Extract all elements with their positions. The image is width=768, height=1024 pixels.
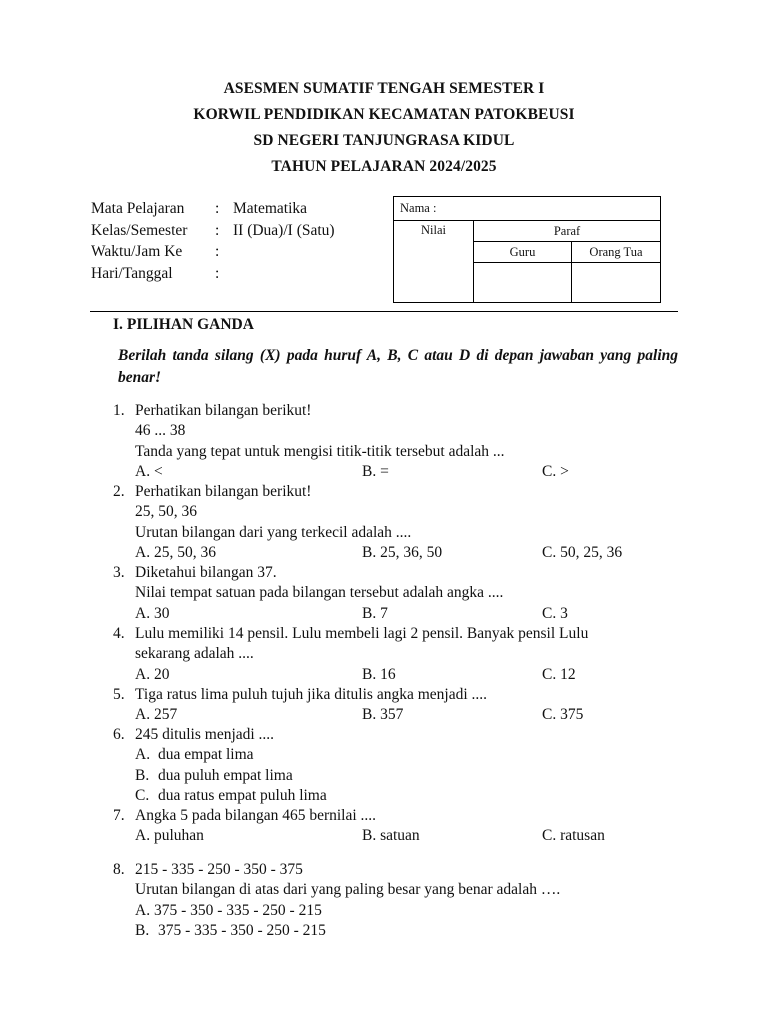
score-box bbox=[393, 196, 661, 303]
section-heading: I. PILIHAN GANDA bbox=[113, 316, 254, 333]
exam-header bbox=[0, 76, 768, 180]
exam-info bbox=[91, 198, 335, 284]
option-c[interactable]: C. 375 bbox=[542, 706, 584, 724]
option-b[interactable]: B. 7 bbox=[362, 604, 388, 622]
ortu-signature-field[interactable] bbox=[572, 263, 661, 303]
header-year: TAHUN PELAJARAN 2024/2025 bbox=[271, 158, 497, 175]
option-c[interactable]: C. > bbox=[542, 462, 569, 480]
guru-signature-field[interactable] bbox=[474, 263, 572, 303]
option-a[interactable]: A. puluhan bbox=[135, 827, 204, 845]
header-district: KORWIL PENDIDIKAN KECAMATAN PATOKBEUSI bbox=[193, 106, 575, 123]
divider-line bbox=[90, 311, 678, 312]
name-field[interactable]: Nama : bbox=[394, 197, 661, 221]
option-a[interactable]: A. < bbox=[135, 462, 163, 480]
option-a[interactable]: A. 20 bbox=[135, 665, 170, 683]
paraf-header: Paraf bbox=[474, 221, 661, 242]
option-c[interactable]: C. 50, 25, 36 bbox=[542, 543, 623, 561]
option-a[interactable]: A. 257 bbox=[135, 706, 178, 724]
info-row-date: Hari/Tanggal : bbox=[91, 264, 220, 282]
option-c[interactable]: C. 3 bbox=[542, 604, 568, 622]
option-b[interactable]: B. 357 bbox=[362, 706, 404, 724]
ortu-header: Orang Tua bbox=[572, 242, 661, 263]
nilai-cell[interactable]: Nilai bbox=[394, 221, 474, 303]
option-a[interactable]: A. 30 bbox=[135, 604, 170, 622]
section-instruction: Berilah tanda silang (X) pada huruf A, B, C atau D di depan jawaban yang paling benar! bbox=[118, 347, 678, 386]
class-value: II (Dua)/I (Satu) bbox=[233, 221, 335, 239]
header-title: ASESMEN SUMATIF TENGAH SEMESTER I bbox=[223, 80, 545, 97]
info-row-subject: Mata Pelajaran : Matematika bbox=[91, 200, 308, 217]
option-b[interactable]: B. = bbox=[362, 462, 389, 480]
subject-value: Matematika bbox=[233, 200, 308, 217]
option-b[interactable]: B. 16 bbox=[362, 665, 396, 683]
option-c[interactable]: C. 12 bbox=[542, 665, 576, 683]
option-b[interactable]: B. satuan bbox=[362, 827, 420, 845]
option-c[interactable]: C. ratusan bbox=[542, 827, 605, 845]
guru-header: Guru bbox=[474, 242, 572, 263]
info-row-class: Kelas/Semester : II (Dua)/I (Satu) bbox=[91, 221, 335, 239]
info-row-time: Waktu/Jam Ke : bbox=[91, 243, 220, 260]
header-school: SD NEGERI TANJUNGRASA KIDUL bbox=[253, 132, 515, 149]
option-a[interactable]: A. 25, 50, 36 bbox=[135, 543, 216, 561]
option-b[interactable]: B. 25, 36, 50 bbox=[362, 543, 443, 561]
